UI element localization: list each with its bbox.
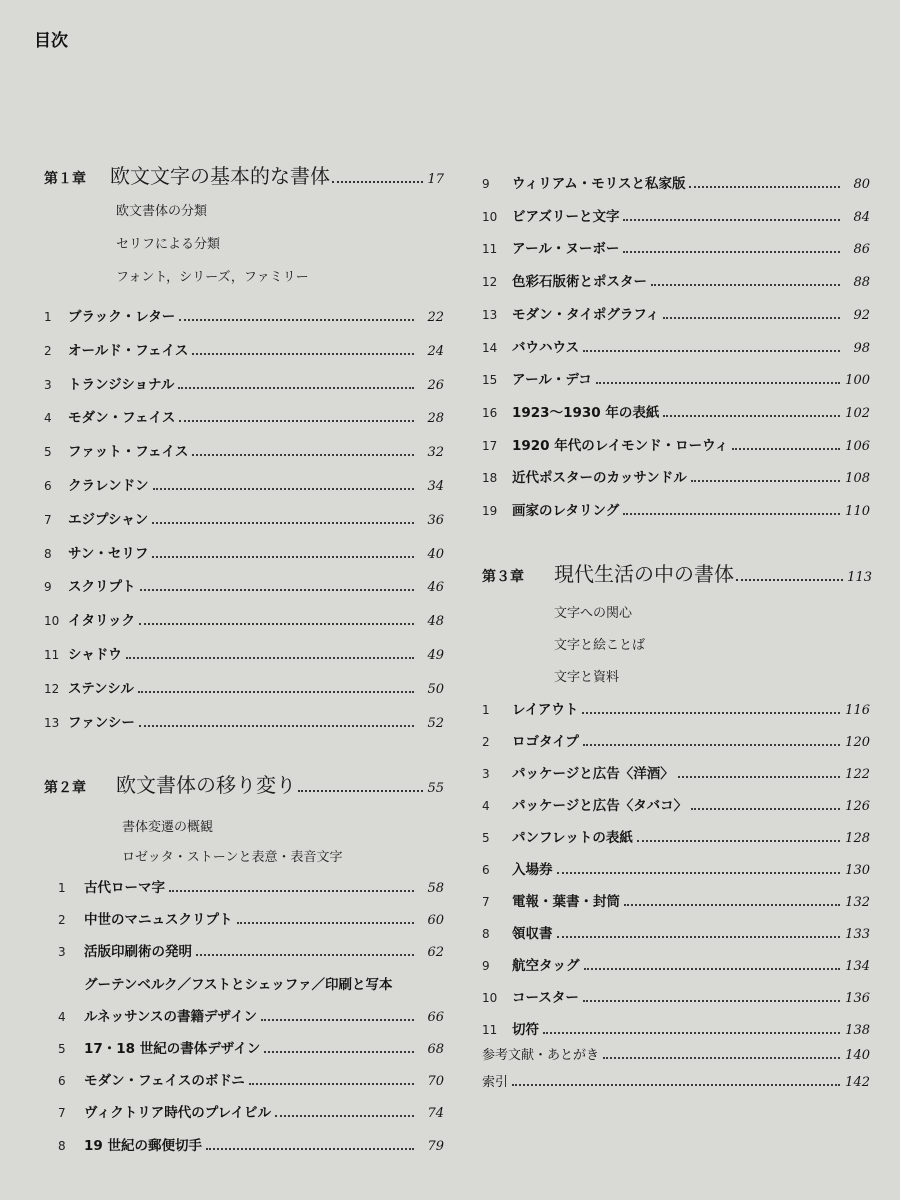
entry-title: レイアウト [512,702,579,718]
chapter-subtopic: 文字への関心 [554,606,633,621]
entry-number: 6 [482,863,490,877]
toc-entry [482,434,870,454]
entry-page: 106 [845,438,870,454]
entry-number: 8 [58,1138,66,1153]
leader-dots [178,387,414,389]
entry-number: 11 [482,1023,498,1037]
entry-title: パッケージと広告〈タバコ〉 [512,798,688,814]
entry-page: 36 [427,512,444,528]
leader-dots [663,317,840,319]
leader-dots [623,251,840,253]
entry-page: 120 [845,735,870,750]
chapter-title: 現代生活の中の書体 [554,562,734,586]
back-matter-entry [482,1044,870,1063]
leader-dots [543,1032,840,1034]
entry-page: 134 [845,959,870,974]
entry-page: 62 [427,945,444,961]
entry-title: エジプシャン [68,511,149,528]
entry-number: 13 [482,307,498,322]
entry-title: 色彩石版術とポスター [512,274,647,291]
entry-page: 50 [427,681,444,697]
entry-number: 7 [58,1106,66,1121]
entry-title: 近代ポスターのカッサンドル [512,470,687,487]
chapter-title: 欧文文字の基本的な書体 [110,164,330,188]
entry-title: 19 世紀の郵便切手 [84,1137,202,1154]
entry-title: ウィリアム・モリスと私家版 [512,176,686,192]
entry-page: 60 [427,913,444,929]
entry-number: 11 [44,648,60,662]
entry-number: 3 [482,767,490,781]
entry-page: 66 [427,1009,444,1025]
entry-number: 3 [44,377,52,392]
toc-entry [482,858,870,878]
toc-entry [58,1101,444,1121]
entry-title: 1923〜1930 年の表紙 [512,404,660,421]
leader-dots [736,579,843,581]
entry-title: 入場券 [512,862,553,878]
entry-number: 2 [482,735,490,749]
leader-dots [512,1084,840,1086]
entry-title: パッケージと広告〈洋酒〉 [512,766,674,782]
toc-entry [482,922,870,942]
entry-page: 24 [427,343,444,359]
leader-dots [126,657,414,659]
leader-dots [583,1000,840,1002]
toc-entry [58,940,444,960]
entry-title: グーテンベルク／フストとシェッファ／印刷と写本 [84,976,393,993]
entry-title: ビアズリーと文字 [512,208,620,225]
chapter-subtopic: セリフによる分類 [116,237,221,252]
entry-title: コースター [512,990,579,1006]
entry-number: 4 [482,799,490,813]
entry-number: 11 [482,242,498,257]
leader-dots [732,448,840,450]
chapter-page: 17 [427,172,444,187]
leader-dots [623,513,840,515]
entry-number: 2 [44,343,52,358]
toc-entry [482,762,870,782]
entry-number: 19 [482,504,498,518]
entry-title: モダン・フェイス [68,410,176,427]
entry-page: 80 [853,177,870,192]
leader-dots [179,420,414,422]
entry-number: 6 [44,479,52,493]
entry-number: 10 [44,614,60,629]
entry-page: 79 [427,1138,444,1154]
entry-number: 1 [44,310,52,324]
entry-page: 138 [845,1023,870,1038]
leader-dots [623,219,840,221]
entry-page: 48 [427,614,444,630]
entry-title: アール・デコ [512,372,592,389]
leader-dots [663,415,840,417]
entry-number: 5 [44,445,52,460]
entry-number: 5 [482,831,490,845]
entry-title: イタリック [68,613,135,630]
toc-entry [482,730,870,750]
toc-entry [482,826,870,846]
entry-page: 100 [845,373,870,389]
chapter-subtopic: ロゼッタ・ストーンと表意・表音文字 [122,850,343,865]
entry-number: 2 [58,913,66,928]
leader-dots [179,319,414,321]
leader-dots [249,1083,414,1085]
entry-title: トランジショナル [68,376,175,393]
entry-number: 9 [482,177,490,191]
toc-entry [482,986,870,1006]
leader-dots [298,790,423,792]
entry-title: 1920 年代のレイモンド・ローウィ [512,437,729,454]
leader-dots [138,691,414,693]
leader-dots [206,1148,414,1150]
entry-number: 1 [58,881,66,895]
chapter-3-heading [482,558,872,587]
entry-page: 26 [427,377,444,393]
toc-entry [44,609,444,629]
leader-dots [678,776,840,778]
chapter-subtopic: 文字と絵ことば [554,638,646,653]
toc-entry [44,440,444,460]
toc-entry [58,1037,444,1057]
leader-dots [152,556,414,558]
entry-number: 1 [482,703,490,717]
chapter-number: 第３章 [482,569,524,585]
entry-number: 12 [482,275,498,290]
leader-dots [332,181,423,183]
toc-entry [482,794,870,814]
leader-dots [691,808,840,810]
entry-page: 98 [853,340,870,356]
entry-number: 10 [482,991,498,1005]
entry-number: 8 [482,927,490,941]
entry-title: 中世のマニュスクリプト [84,912,233,929]
entry-page: 88 [853,275,870,291]
entry-title: ヴィクトリア時代のプレイビル [84,1105,271,1122]
toc-entry [44,677,444,697]
toc-entry [58,1134,444,1154]
entry-page: 46 [427,580,444,596]
entry-title: 古代ローマ字 [84,880,165,896]
chapter-subtopic: 書体変遷の概観 [122,820,214,835]
entry-title: オールド・フェイス [68,342,189,359]
entry-page: 126 [845,799,870,814]
toc-entry [58,876,444,896]
entry-page: 84 [853,209,870,225]
entry-page: 92 [853,307,870,323]
toc-entry [44,643,444,663]
entry-page: 116 [845,703,870,718]
entry-page: 32 [427,445,444,461]
chapter-subtopic: フォント，シリーズ，ファミリー [116,270,309,285]
entry-page: 86 [853,242,870,258]
back-matter-entry [482,1071,870,1090]
leader-dots [261,1019,414,1021]
leader-dots [557,936,841,938]
entry-title: モダン・タイポグラフィ [512,306,660,323]
toc-entry [58,973,444,993]
entry-page: 110 [845,504,870,519]
entry-page: 136 [845,991,870,1006]
leader-dots [237,922,415,924]
leader-dots [196,954,414,956]
entry-title: 17・18 世紀の書体デザイン [84,1041,261,1057]
entry-page: 28 [427,411,444,427]
entry-page: 133 [845,927,870,942]
leader-dots [275,1115,414,1117]
toc-entry [44,305,444,325]
entry-title: パンフレットの表紙 [512,830,633,846]
leader-dots [139,623,414,625]
entry-number: 3 [58,945,66,960]
entry-page: 22 [427,310,444,325]
entry-page: 49 [427,648,444,663]
entry-title: クラレンドン [68,478,149,494]
toc-entry [58,1069,444,1089]
entry-page: 58 [427,881,444,896]
entry-number: 7 [482,895,490,909]
toc-entry [482,1018,870,1038]
leader-dots [192,353,414,355]
entry-page: 142 [845,1075,870,1090]
entry-title: 電報・葉書・封筒 [512,894,620,910]
toc-entry [44,406,444,426]
entry-page: 68 [427,1042,444,1057]
entry-title: バウハウス [512,339,580,356]
entry-title: ブラック・レター [68,309,176,325]
entry-number: 7 [44,512,52,527]
entry-number: 14 [482,340,498,355]
entry-number: 5 [58,1042,66,1056]
leader-dots [689,186,840,188]
leader-dots [582,712,840,714]
toc-entry [44,339,444,359]
toc-entry [482,466,870,486]
toc-entry [44,542,444,562]
entry-number: 8 [44,546,52,561]
entry-number: 9 [482,959,490,973]
entry-number: 4 [44,411,52,426]
entry-title: 画家のレタリング [512,503,620,519]
leader-dots [169,890,414,892]
leader-dots [584,968,841,970]
leader-dots [691,480,840,482]
leader-dots [583,350,840,352]
leader-dots [637,840,840,842]
toc-entry [58,908,444,928]
entry-title: 航空タッグ [512,958,580,974]
entry-page: 140 [845,1048,870,1063]
toc-entry [44,373,444,393]
leader-dots [651,284,840,286]
entry-number: 17 [482,438,498,453]
entry-title: モダン・フェイスのボドニ [84,1073,245,1090]
entry-title: 領収書 [512,926,553,942]
entry-title: ステンシル [68,680,134,697]
toc-entry [482,270,870,290]
leader-dots [557,872,841,874]
entry-number: 13 [44,715,60,730]
entry-title: 索引 [482,1075,509,1090]
entry-number: 4 [58,1009,66,1024]
toc-entry [482,336,870,356]
chapter-number: 第２章 [44,780,86,796]
entry-page: 34 [427,479,444,494]
chapter-number: 第１章 [44,171,86,187]
toc-entry [482,368,870,388]
entry-number: 9 [44,580,52,595]
entry-number: 6 [58,1074,66,1089]
entry-page: 52 [427,715,444,731]
entry-title: サン・セリフ [68,545,149,562]
toc-entry [482,303,870,323]
entry-page: 70 [427,1074,444,1090]
leader-dots [264,1051,414,1053]
entry-number: 10 [482,209,498,224]
leader-dots [152,522,414,524]
entry-title: シャドウ [68,647,122,663]
leader-dots [583,744,840,746]
leader-dots [624,904,840,906]
leader-dots [140,589,415,591]
entry-number: 15 [482,373,498,388]
toc-entry [44,474,444,494]
entry-page: 108 [845,471,870,487]
toc-entry [482,401,870,421]
toc-entry [482,237,870,257]
chapter-page: 113 [847,570,872,585]
entry-title: 切符 [512,1022,539,1038]
entry-page: 74 [427,1106,444,1122]
entry-page: 132 [845,895,870,910]
chapter-2-heading [44,769,444,798]
entry-page: 102 [845,405,870,421]
entry-page: 128 [845,831,870,846]
toc-entry [44,575,444,595]
entry-number: 18 [482,471,498,486]
chapter-1-heading [44,160,444,189]
entry-page: 130 [845,863,870,878]
entry-number: 12 [44,681,60,696]
toc-entry [482,205,870,225]
toc-entry [482,954,870,974]
leader-dots [192,454,414,456]
entry-number: 16 [482,405,498,420]
leader-dots [596,382,840,384]
chapter-page: 55 [427,781,444,796]
leader-dots [139,725,414,727]
toc-entry [482,172,870,192]
entry-title: ロゴタイプ [512,734,579,750]
toc-entry [482,890,870,910]
leader-dots [153,488,414,490]
entry-title: ファット・フェイス [68,444,189,461]
entry-title: アール・ヌーボー [512,241,620,258]
entry-title: ルネッサンスの書籍デザイン [84,1008,258,1025]
entry-title: スクリプト [68,579,136,596]
toc-entry [44,508,444,528]
entry-title: 活版印刷術の発明 [84,944,192,961]
entry-page: 122 [845,767,870,782]
page-title: 目次 [34,31,68,51]
toc-entry [482,499,870,519]
toc-entry [58,1005,444,1025]
chapter-title: 欧文書体の移り変り [116,773,296,797]
entry-page: 40 [427,546,444,562]
entry-title: ファンシー [68,714,135,731]
entry-title: 参考文献・あとがき [482,1048,600,1063]
chapter-subtopic: 文字と資料 [554,670,620,685]
toc-entry [482,698,870,718]
chapter-subtopic: 欧文書体の分類 [116,204,208,219]
toc-entry [44,711,444,731]
leader-dots [603,1057,840,1059]
